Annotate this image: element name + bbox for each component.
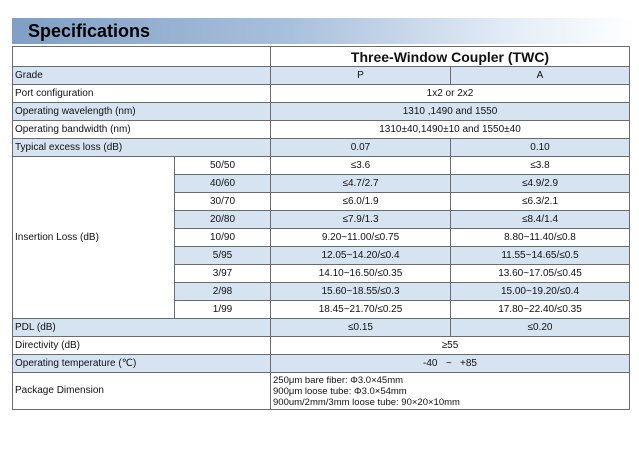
section-title: Specifications xyxy=(28,21,151,41)
il-p: ≤4.7/2.7 xyxy=(271,175,451,193)
il-p: 9.20~11.00/≤0.75 xyxy=(271,229,451,247)
il-p: 12.05~14.20/≤0.4 xyxy=(271,247,451,265)
il-a: ≤8.4/1.4 xyxy=(451,211,630,229)
op-temp-label: Operating temperature (℃) xyxy=(13,355,271,373)
package-label: Package Dimension xyxy=(13,373,271,410)
il-a: 11.55~14.65/≤0.5 xyxy=(451,247,630,265)
op-bandwidth-label: Operating bandwidth (nm) xyxy=(13,121,271,139)
excess-loss-a: 0.10 xyxy=(451,139,630,157)
pdl-label: PDL (dB) xyxy=(13,319,271,337)
grade-a: A xyxy=(451,67,630,85)
package-line: 900um/2mm/3mm loose tube: 90×20×10mm xyxy=(273,396,460,408)
il-p: ≤7.9/1.3 xyxy=(271,211,451,229)
il-p: ≤3.6 xyxy=(271,157,451,175)
il-ratio: 3/97 xyxy=(175,265,271,283)
section-header xyxy=(12,18,634,44)
grade-p: P xyxy=(271,67,451,85)
il-a: ≤6.3/2.1 xyxy=(451,193,630,211)
il-p: ≤6.0/1.9 xyxy=(271,193,451,211)
package-line: 250μm bare fiber: Φ3.0×45mm xyxy=(273,374,404,386)
il-ratio: 30/70 xyxy=(175,193,271,211)
op-temp-value: -40 ~ +85 xyxy=(271,355,630,373)
il-a: 8.80~11.40/≤0.8 xyxy=(451,229,630,247)
il-ratio: 10/90 xyxy=(175,229,271,247)
pdl-p: ≤0.15 xyxy=(271,319,451,337)
op-wavelength-label: Operating wavelength (nm) xyxy=(13,103,271,121)
il-a: 13.60~17.05/≤0.45 xyxy=(451,265,630,283)
il-p: 14.10~16.50/≤0.35 xyxy=(271,265,451,283)
package-value xyxy=(271,373,630,410)
directivity-value: ≥55 xyxy=(271,337,630,355)
insertion-loss-label: Insertion Loss (dB) xyxy=(13,157,175,319)
pdl-a: ≤0.20 xyxy=(451,319,630,337)
excess-loss-label: Typical excess loss (dB) xyxy=(13,139,271,157)
il-ratio: 20/80 xyxy=(175,211,271,229)
il-ratio: 2/98 xyxy=(175,283,271,301)
il-ratio: 40/60 xyxy=(175,175,271,193)
il-ratio: 5/95 xyxy=(175,247,271,265)
grade-label: Grade xyxy=(13,67,271,85)
il-a: ≤4.9/2.9 xyxy=(451,175,630,193)
il-a: ≤3.8 xyxy=(451,157,630,175)
il-p: 18.45~21.70/≤0.25 xyxy=(271,301,451,319)
directivity-label: Directivity (dB) xyxy=(13,337,271,355)
package-line: 900μm loose tube: Φ3.0×54mm xyxy=(273,385,407,397)
table-title: Three-Window Coupler (TWC) xyxy=(271,47,630,67)
il-a: 17.80~22.40/≤0.35 xyxy=(451,301,630,319)
corner-cell xyxy=(13,47,271,67)
excess-loss-p: 0.07 xyxy=(271,139,451,157)
il-ratio: 50/50 xyxy=(175,157,271,175)
il-a: 15.00~19.20/≤0.4 xyxy=(451,283,630,301)
il-ratio: 1/99 xyxy=(175,301,271,319)
il-p: 15.60~18.55/≤0.3 xyxy=(271,283,451,301)
port-config-value: 1x2 or 2x2 xyxy=(271,85,630,103)
spec-table xyxy=(12,46,630,410)
port-config-label: Port configuration xyxy=(13,85,271,103)
op-wavelength-value: 1310 ,1490 and 1550 xyxy=(271,103,630,121)
op-bandwidth-value: 1310±40,1490±10 and 1550±40 xyxy=(271,121,630,139)
